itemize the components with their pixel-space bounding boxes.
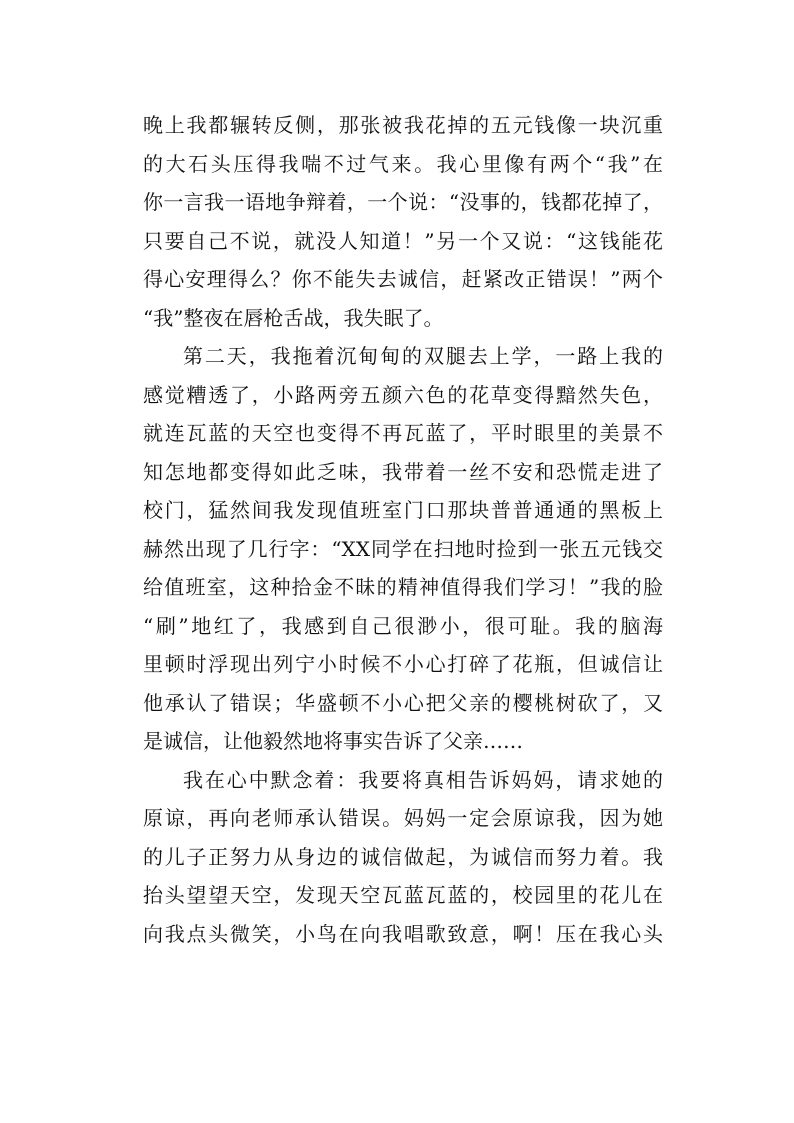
- text-line: 抬头望望天空，发现天空瓦蓝瓦蓝的，校园里的花儿在: [143, 883, 663, 907]
- text-line: 校门，猛然间我发现值班室门口那块普普通通的黑板上: [143, 498, 663, 522]
- text-line: 原谅，再向老师承认错误。妈妈一定会原谅我，因为她: [143, 806, 663, 830]
- text-line: 我在心中默念着：我要将真相告诉妈妈，请求她的: [183, 767, 663, 792]
- text-line: “刷”地红了，我感到自己很渺小，很可耻。我的脑海: [143, 613, 663, 638]
- text-line: 他承认了错误；华盛顿不小心把父亲的樱桃树砍了，又: [143, 690, 663, 715]
- text-line: 第二天，我拖着沉甸甸的双腿去上学，一路上我的: [183, 344, 663, 368]
- text-line: “我”整夜在唇枪舌战，我失眠了。: [143, 305, 444, 330]
- document-body: [143, 106, 663, 953]
- text-line: 得心安理得么？你不能失去诚信，赶紧改正错误！”两个: [143, 267, 663, 291]
- text-line: 晚上我都辗转反侧，那张被我花掉的五元钱像一块沉重: [143, 113, 663, 137]
- text-line: 的大石头压得我喘不过气来。我心里像有两个“我”在: [143, 151, 663, 176]
- text-line: 就连瓦蓝的天空也变得不再瓦蓝了，平时眼里的美景不: [143, 421, 663, 445]
- text-line: 知怎地都变得如此乏味，我带着一丝不安和恐慌走进了: [143, 459, 663, 484]
- text-line: 向我点头微笑，小鸟在向我唱歌致意，啊！压在我心头: [143, 921, 663, 946]
- text-line: 感觉糟透了，小路两旁五颜六色的花草变得黯然失色，: [143, 382, 663, 407]
- text-line: 只要自己不说，就没人知道！”另一个又说：“这钱能花: [143, 228, 663, 253]
- text-line: 是诚信，让他毅然地将事实告诉了父亲……: [143, 729, 523, 753]
- text-line: 赫然出现了几行字：“XX同学在扫地时捡到一张五元钱交: [143, 536, 663, 561]
- text-line: 给值班室，这种拾金不昧的精神值得我们学习！”我的脸: [143, 575, 663, 599]
- text-line: 的儿子正努力从身边的诚信做起，为诚信而努力着。我: [143, 844, 663, 869]
- text-line: 你一言我一语地争辩着，一个说：“没事的，钱都花掉了，: [143, 190, 663, 214]
- text-line: 里顿时浮现出列宁小时候不小心打碎了花瓶，但诚信让: [143, 652, 663, 676]
